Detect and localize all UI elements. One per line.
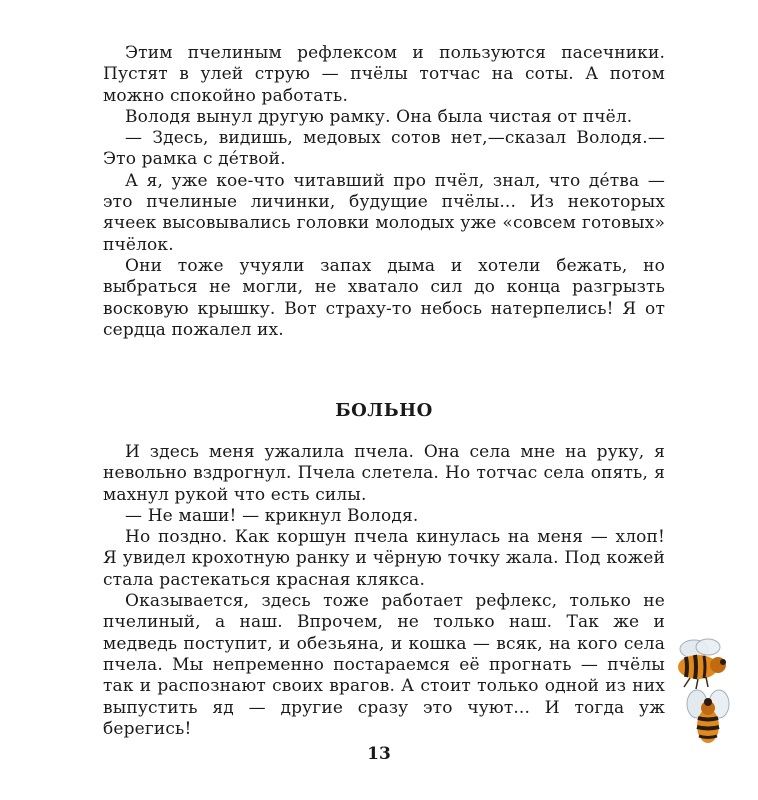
- bottom-section: [103, 442, 665, 740]
- paragraph: И здесь меня ужалила пчела. Она села мне на руку, я невольно вздрогнул. Пчела слетела. Но тотчас села опять, я махнул рукой что есть силы.: [103, 442, 665, 505]
- paragraph: Но поздно. Как коршун пчела кинулась на меня — хлоп! Я увидел крохотную ранку и чёрную точку жала. Под кожей стала растекаться красная клякса.: [103, 527, 665, 590]
- section-heading: БОЛЬНО: [335, 400, 433, 421]
- top-section: [103, 43, 665, 341]
- paragraph: Оказывается, здесь тоже работает рефлекс, только не пчелиный, а наш. Впрочем, не только наш. Так же и медведь поступит, и обезьяна, и кошка — всяк, на кого села пчела. Мы непременно постараемся её прогнать — пчёлы так и распознают своих врагов. А стоит только одной из них выпустить яд — другие сразу это чуют... И тогда уж берегись!: [103, 591, 665, 739]
- paragraph: Этим пчелиным рефлексом и пользуются пасечники. Пустят в улей струю — пчёлы тотчас на соты. А потом можно спокойно работать.: [103, 43, 665, 106]
- paragraph: — Не маши! — крикнул Володя.: [125, 505, 419, 526]
- bee-icon: [685, 688, 733, 748]
- paragraph: Володя вынул другую рамку. Она была чистая от пчёл.: [125, 106, 633, 127]
- paragraph: Они тоже учуяли запах дыма и хотели бежать, но выбраться не могли, не хватало сил до конца разгрызть восковую крышку. Вот страху-то небось натерпелись! Я от сердца пожалел их.: [103, 255, 665, 340]
- paragraph: — Здесь, видишь, медовых сотов нет,—сказал Володя.— Это рамка с дéтвой.: [103, 128, 665, 170]
- page-number: 13: [367, 744, 391, 764]
- paragraph: А я, уже кое-что читавший про пчёл, знал, что дéтва — это пчелиные личинки, будущие пчёлы... Из некоторых ячеек высовывались головки молодых уже «совсем готовых» пчёлок.: [103, 170, 665, 255]
- bee-icon: [668, 635, 732, 691]
